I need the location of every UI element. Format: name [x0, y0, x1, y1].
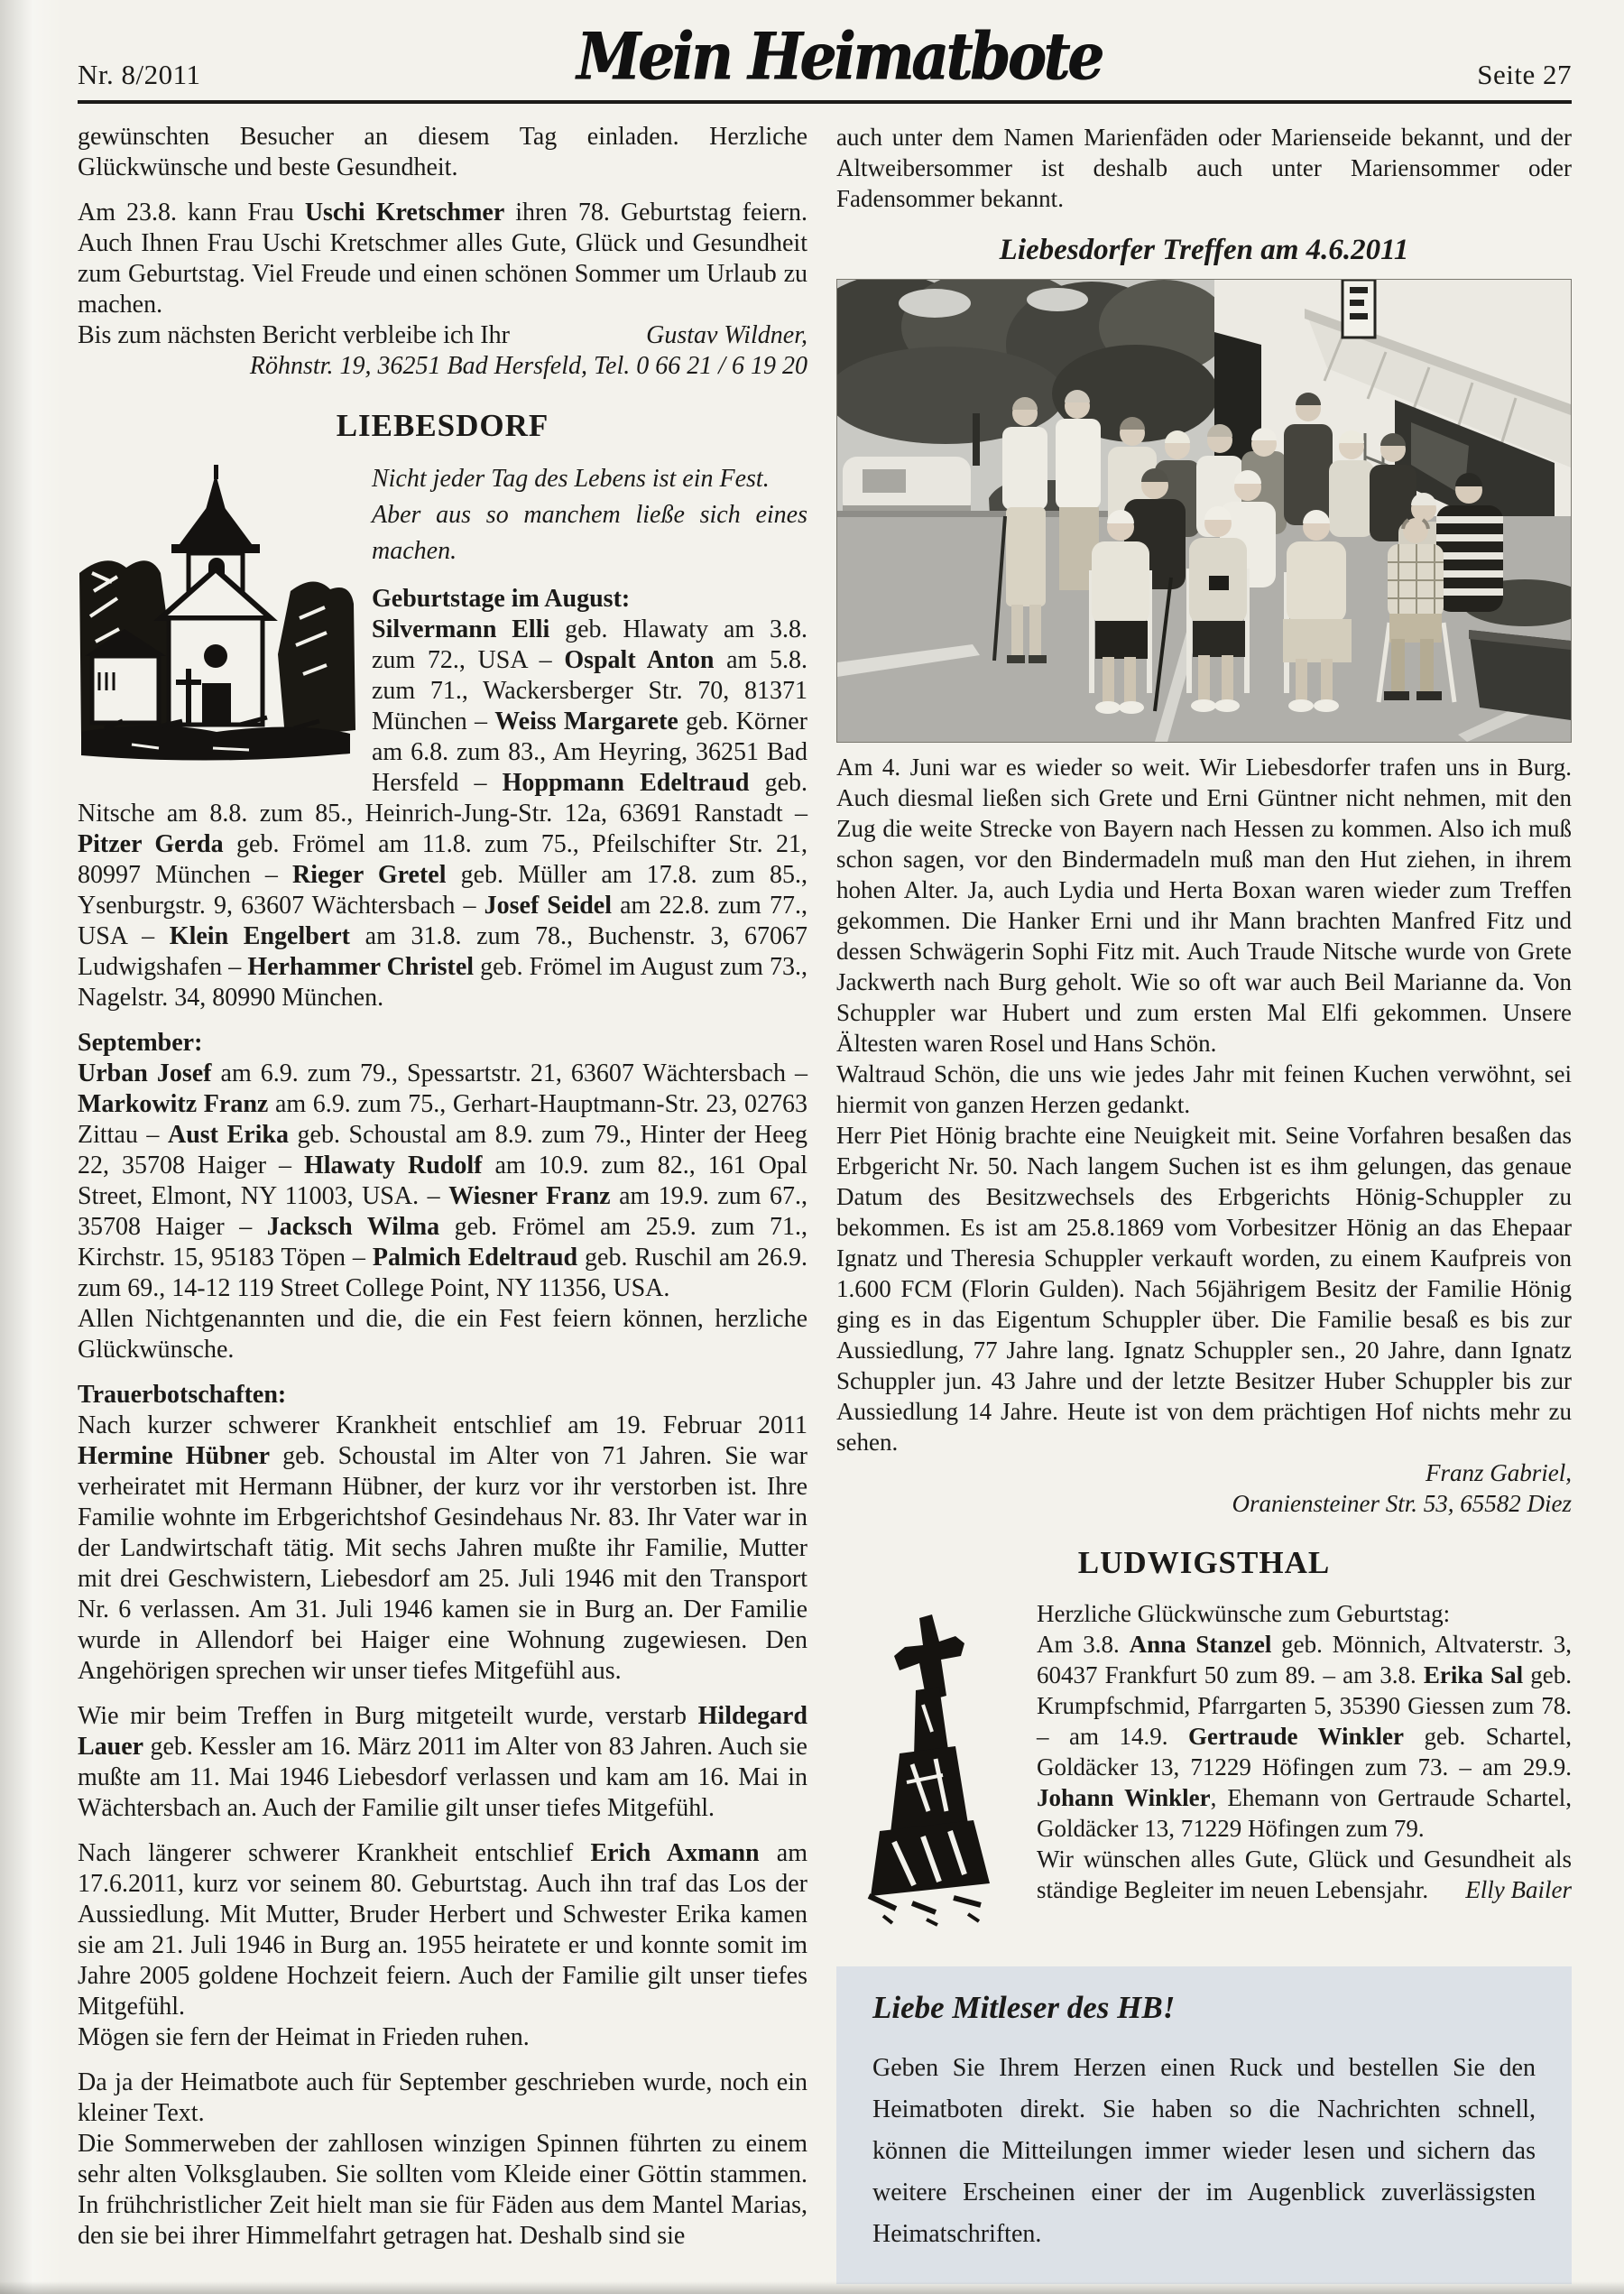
september-note: Da ja der Heimatbote auch für September geschrieben wurde, noch ein kleiner Text.	[78, 2068, 807, 2127]
epigraph-line-1: Nicht jeder Tag des Lebens ist ein Fest.	[372, 465, 770, 493]
september-entries: Urban Josef am 6.9. zum 79., Spessartstr. 21, 63607 Wächtersbach – Markowitz Franz am 6.9. zum 75., Gerhart-Hauptmann-Str. 23, 02763 Zittau – Aust Erika geb. Schoustal am 8.9. zum 79., Hinter der Heeg 22, 35708 Haiger – Hlawaty Rudolf am 10.9. zum 82., 161 Opal Street, Elmont, NY 11003, USA. – Wiesner Franz am 19.9. zum 67., 35708 Haiger – Jacksch Wilma geb. Frömel am 25.9. zum 71., Kirchstr. 15, 95183 Töpen – Palmich Edeltraud geb. Ruschil am 26.9. zum 69., 14-12 119 Street College Point, NY 11356, USA.	[78, 1059, 808, 1302]
thanks-paragraph: Waltraud Schön, die uns wie jedes Jahr mit feinen Kuchen verwöhnt, sei hiermit von ganzen Herzen gedankt.	[836, 1060, 1572, 1118]
ludwigsthal-intro: Herzliche Glückwünsche zum Geburtstag:	[1037, 1600, 1451, 1627]
photo-title: Liebesdorfer Treffen am 4.6.2011	[999, 234, 1409, 266]
page-number: Seite 27	[1477, 59, 1572, 90]
signature-name: Franz Gabriel,	[1426, 1459, 1572, 1486]
august-heading: Geburtstage im August:	[372, 585, 631, 613]
notice-box-text: Geben Sie Ihrem Herzen einen Ruck und bestellen Sie den Heimatboten direkt. Sie haben so die Nachrichten schnell, können die Mitteilungen immer wieder lesen und sichern das weitere Erscheinen einer der im Augenblick zuverlässigsten Heimatschriften.	[872, 2054, 1536, 2248]
section-title-liebesdorf: LIEBESDORF	[336, 408, 549, 443]
closing-signature: Elly Bailer	[1465, 1876, 1572, 1903]
farewell-text: Bis zum nächsten Bericht verbleibe ich Ihr	[78, 321, 510, 349]
intro-paragraph: gewünschten Besucher an diesem Tag einladen. Herzliche Glückwünsche und beste Gesundheit.	[78, 123, 807, 181]
obituary-lauer: Wie mir beim Treffen in Burg mitgeteilt wurde, verstarb Hildegard Lauer geb. Kessler am 16. März 2011 im Alter von 83 Jahren. Auch sie mußte am 11. Mai 1946 Liebesdorf verlassen und kam am 16. Mai in Wächtersbach an. Auch der Familie gilt unser tiefes Mitgefühl.	[78, 1702, 807, 1822]
closing-wishes-text: Wir wünschen alles Gute, Glück und Gesundheit als ständige Begleiter im neuen Lebensjahr.	[1037, 1845, 1572, 1903]
church-illustration	[78, 465, 355, 768]
right-column	[836, 122, 1572, 2284]
issue-number: Nr. 8/2011	[78, 59, 201, 90]
marienfaeden-paragraph: auch unter dem Namen Marienfäden oder Marienseide bekannt, und der Altweibersommer ist deshalb auch unter Mariensommer oder Fadensommer bekannt.	[836, 124, 1572, 212]
obituary-axmann: Nach längerer schwerer Krankheit entschlief Erich Axmann am 17.6.2011, kurz vor seinem 80. Geburtstag. Auch ihn traf das Los der Aussiedlung. Mit Mutter, Bruder Herbert und Schwester Erika kamen sie am 21. Juli 1946 in Burg an. 1955 heiratete er und konnte somit im Jahre 2005 goldene Hochzeit feiern. Auch der Familie gilt unser tiefes Mitgefühl.	[78, 1839, 807, 2021]
obituary-huebner: Nach kurzer schwerer Krankheit entschlief am 19. Februar 2011 Hermine Hübner geb. Schoustal im Alter von 71 Jahren. Sie war verheiratet mit Hermann Hübner, der kurz vor ihr verstorben ist. Ihre Familie wohnte im Erbgerichtshof Gesindehaus Nr. 83. Ihr Vater war in der Landwirtschaft tätig. Mit sechs Jahren mußte ihr Familie, Mutter mit drei Geschwistern, Liebesdorf am 25. Juli 1946 mit den Transport Nr. 6 verlassen. Am 31. Juli 1946 kamen sie in Burg an. Der Familie wurde in Allendorf bei Haiger eine Wohnung zugewiesen. Den Angehörigen sprechen wir unser tiefes Mitgefühl aus.	[78, 1411, 808, 1685]
masthead-logo: Mein Heimatbote	[577, 19, 1102, 96]
group-photo	[836, 279, 1572, 743]
kretschmer-paragraph: Am 23.8. kann Frau Uschi Kretschmer ihren 78. Geburtstag feiern. Auch Ihnen Frau Uschi Kretschmer alles Gute, Glück und Gesundheit zum Geburtstag. Viel Freude und einen schönen Sommer um Urlaub zu machen.	[78, 199, 807, 319]
section-title-ludwigsthal: LUDWIGSTHAL	[1077, 1545, 1331, 1580]
notice-box-title: Liebe Mitleser des HB!	[872, 1990, 1176, 2025]
author-name: Gustav Wildner,	[646, 321, 807, 349]
columns	[0, 104, 1624, 2284]
signature-address: Oraniensteiner Str. 53, 65582 Diez	[1232, 1490, 1572, 1517]
page-header	[0, 0, 1624, 95]
author-address: Röhnstr. 19, 36251 Bad Hersfeld, Tel. 0 66 21 / 6 19 20	[249, 352, 807, 380]
rest-in-peace-line: Mögen sie fern der Heimat in Frieden ruhen.	[78, 2023, 530, 2051]
hoenig-history-paragraph: Herr Piet Hönig brachte eine Neuigkeit mit. Seine Vorfahren besaßen das Erbgericht Nr. 50. Nach langem Suchen ist es ihm gelungen, das genaue Datum des Besitzwechsels des Erbgerichts Hönig-Schuppler zu bekommen. Es ist am 25.8.1869 vom Vorbesitzer Hönig an das Ehepaar Ignatz und Theresia Schuppler verkauft worden, zu einem Kaufpreis von 1.600 FCM (Florin Gulden). Nach 56jährigem Besitz der Familie Hönig ging es in das Eigentum Schuppler über. Die Familie besaß es bis zur Aussiedlung, 77 Jahre lang. Ignatz Schuppler sen., 20 Jahre, dann Ignatz Schuppler jun. 43 Jahre und der letzte Besitzer Huber Schuppler bis zur Aussiedlung 14 Jahre. Heute ist von dem prächtigen Hof nichts mehr zu sehen.	[836, 1122, 1572, 1456]
left-column	[78, 122, 807, 2284]
obituaries-heading: Trauerbotschaften:	[78, 1381, 287, 1409]
epigraph-line-2: Aber aus so manchem ließe sich eines machen.	[372, 501, 807, 565]
readers-notice-box	[836, 1966, 1572, 2284]
liebesdorf-body	[78, 461, 807, 1013]
august-entries: Silvermann Elli geb. Hlawaty am 3.8. zum 72., USA – Ospalt Anton am 5.8. zum 71., Wackersberger Str. 70, 81371 München – Weiss Margarete geb. Körner am 6.8. zum 83., Am Heyring, 36251 Bad Hersfeld – Hoppmann Edeltraud geb. Nitsche am 8.8. zum 85., Heinrich-Jung-Str. 12a, 63691 Ranstadt – Pitzer Gerda geb. Frömel am 11.8. zum 75., Pfeilschifter Str. 21, 80997 München – Rieger Gretel geb. Müller am 17.8. zum 85., Ysenburgstr. 9, 63607 Wächtersbach – Josef Seidel am 22.8. zum 77., USA – Klein Engelbert am 31.8. zum 78., Buchenstr. 3, 67067 Ludwigshafen – Herhammer Christel geb. Frömel im August zum 73., Nagelstr. 34, 80990 München.	[78, 615, 808, 1012]
farewell-line	[78, 320, 807, 351]
ludwigsthal-birthdays: Am 3.8. Anna Stanzel geb. Mönnich, Altvaterstr. 3, 60437 Frankfurt 50 zum 89. – am 3.8. Erika Sal geb. Krumpfschmid, Pfarrgarten 5, 35390 Giessen zum 78. – am 14.9. Gertraude Winkler geb. Schartel, Goldäcker 13, 71229 Höfingen zum 73. – am 29.9. Johann Winkler, Ehemann von Gertraude Schartel, Goldäcker 13, 71229 Höfingen zum 79.	[1037, 1631, 1573, 1842]
congrats-note: Allen Nichtgenannten und die, die ein Fest feiern können, herzliche Glückwünsche.	[78, 1305, 807, 1364]
ludwigsthal-body	[836, 1598, 1572, 1936]
meeting-report-paragraph: Am 4. Juni war es wieder so weit. Wir Liebesdorfer trafen uns in Burg. Auch diesmal ließen sich Grete und Erni Güntner nicht nehmen, mit den Zug die weite Strecke von Bayern nach Hessen zu kommen. Also ich muß schon sagen, vor den Bindermadeln muß man den Hut ziehen, in ihrem hohen Alter. Ja, auch Lydia und Herta Boxan waren wieder zum Treffen gekommen. Die Hanker Erni und ihr Mann brachten Manfred Fitz und dessen Schwägerin Sophi Fitz mit. Auch Traude Nitsche wurde von Grete Jackwerth nach Burg geholt. Wie so oft war auch Beil Marianne da. Von Schuppler war Hubert und zum ersten Mal Elfi gekommen. Unsere Ältesten waren Rosel und Hans Schön.	[836, 754, 1572, 1057]
folklore-paragraph: Die Sommerweben der zahllosen winzigen Spinnen führten zu einem sehr alten Volksglauben. Sie sollten vom Kleide einer Göttin stammen. In frühchristlicher Zeit hielt man sie für Fäden aus dem Mantel Marias, den sie bei ihrer Himmelfahrt getragen hat. Deshalb sind sie	[78, 2130, 807, 2250]
ludwigsthal-closing	[836, 1844, 1572, 1905]
september-heading: September:	[78, 1029, 203, 1057]
